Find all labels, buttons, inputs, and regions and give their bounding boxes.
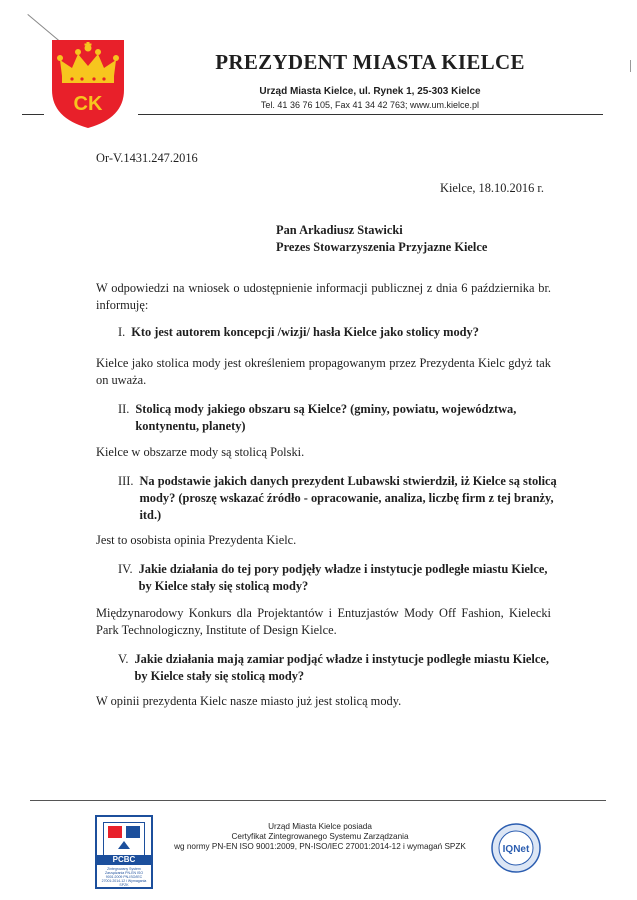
answer-4: Międzynarodowy Konkurs dla Projektantów i Entuzjastów Mody Off Fashion, Kielecki Park Technologiczny, Institute of Design Kielce. [96, 606, 551, 637]
answer-1: Kielce jako stolica mody jest określeniem propagowanym przez Prezydenta Kielc gdyż tak on uważa. [96, 356, 551, 387]
pcbc-label: PCBC [97, 855, 151, 865]
question-5 [118, 651, 558, 685]
question-number: II. [118, 402, 130, 416]
crest-letters: CK [73, 93, 103, 115]
question-number: III. [118, 474, 134, 488]
question-number: V. [118, 652, 129, 666]
answer-2: Kielce w obszarze mody są stolicą Polski. [96, 445, 305, 459]
letterhead-contact: Tel. 41 36 76 105, Fax 41 34 42 763; www.um.kielce.pl [260, 100, 480, 110]
question-text: Jakie działania mają zamiar podjąć władze i instytucje podległe miastu Kielce, by Kielce stały się stolicą mody? [134, 652, 549, 683]
cert-line-2: Certyfikat Zintegrowanego Systemu Zarządzania [231, 832, 409, 841]
header-divider [138, 114, 603, 115]
question-3 [118, 473, 558, 524]
recipient-block [276, 222, 487, 256]
footer-divider [30, 800, 606, 801]
certification-note [150, 822, 490, 852]
question-text: Jakie działania do tej pory podjęły władze i instytucje podległe miastu Kielce, by Kielce stały się stolicą mody? [138, 562, 548, 593]
cert-line-1: Urząd Miasta Kielce posiada [268, 822, 372, 831]
header-divider-left [22, 114, 44, 115]
recipient-title: Prezes Stowarzyszenia Przyjazne Kielce [276, 240, 488, 254]
question-number: I. [118, 325, 126, 339]
letterhead-title: PREZYDENT MIASTA KIELCE [215, 50, 525, 74]
pcbc-certification-logo [95, 815, 153, 889]
pcbc-emblem [103, 822, 145, 858]
scan-edge-mark [630, 60, 631, 72]
question-1 [118, 324, 558, 341]
question-text: Na podstawie jakich danych prezydent Lubawski stwierdził, iż Kielce są stolicą mody? (proszę wskazać źródło - opracowanie, analiza, liczbę firm z tej branży, itd.) [139, 474, 557, 522]
letterhead-address: Urząd Miasta Kielce, ul. Rynek 1, 25-303 Kielce [259, 86, 481, 97]
answer-5: W opinii prezydenta Kielc nasze miasto już jest stolicą mody. [96, 694, 402, 708]
city-crest-logo [50, 38, 126, 130]
question-2 [118, 401, 558, 435]
cert-line-3: wg normy PN-EN ISO 9001:2009, PN-ISO/IEC 27001:2014-12 i wymagań SPZK [174, 842, 466, 851]
recipient-name: Pan Arkadiusz Stawicki [276, 223, 403, 237]
iqnet-label: IQNet [502, 844, 530, 855]
question-text: Stolicą mody jakiego obszaru są Kielce? (gminy, powiatu, województwa, kontynentu, planety) [135, 402, 517, 433]
iqnet-certification-logo [490, 822, 542, 874]
question-text: Kto jest autorem koncepcji /wizji/ hasła Kielce jako stolicy mody? [131, 325, 479, 339]
question-number: IV. [118, 562, 133, 576]
pcbc-small-print: Zintegrowany System Zarządzania PN-EN ISO 9001:2009 PN-ISO/IEC 27001:2014-12 i Wymagania SPZK [101, 867, 147, 887]
reference-number: Or-V.1431.247.2016 [96, 151, 198, 165]
question-4 [118, 561, 558, 595]
letter-date: Kielce, 18.10.2016 r. [440, 181, 544, 195]
intro-paragraph: W odpowiedzi na wniosek o udostępnienie informacji publicznej z dnia 6 października br. informuję: [96, 281, 551, 312]
answer-3: Jest to osobista opinia Prezydenta Kielc. [96, 533, 297, 547]
